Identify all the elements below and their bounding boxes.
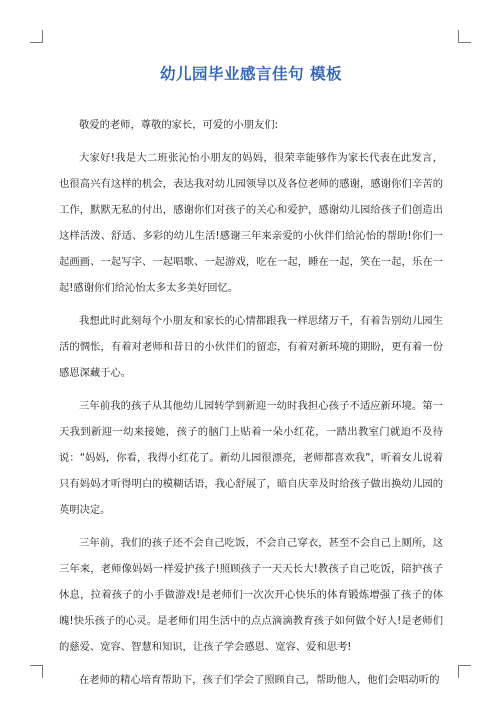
paragraph: 三年前我的孩子从其他幼儿园转学到新迎一幼时我担心孩子不适应新环境。第一天我到新迎一幼来接她，孩子的脑门上贴着一朵小红花，一踏出教室门就迫不及待说：“妈妈，你看，我得小红花了。新幼儿园很漂亮，老师都喜欢我”，听着女儿说着只有妈妈才听得明白的模糊话语，我心舒展了，暗自庆幸及时给孩子做出换幼儿园的英明决定。 xyxy=(59,400,443,516)
salutation: 敬爱的老师，尊敬的家长，可爱的小朋友们: xyxy=(79,119,279,131)
document-body xyxy=(59,62,443,693)
crop-mark-top-left xyxy=(30,30,43,43)
crop-mark-bottom-right xyxy=(458,665,471,678)
crop-mark-top-right xyxy=(458,30,471,43)
paragraph: 三年前，我们的孩子还不会自己吃饭，不会自己穿衣，甚至不会自己上厕所，这三年来，老师像妈妈一样爱护孩子!照顾孩子一天天长大!教孩子自己吃饭，陪护孩子休息，拉着孩子的小手做游戏!是老师们一次次开心快乐的体育锻炼增强了孩子的体魄!快乐孩子的心灵。是老师们用生活中的点点滴滴教育孩子如何做个好人!是老师们的慈爱、宽容、智慧和知识，让孩子学会感恩、宽容、爱和思考! xyxy=(59,537,443,653)
document-title: 幼儿园毕业感言佳句 模板 xyxy=(160,65,342,83)
paragraph: 大家好!我是大二班张沁怡小朋友的妈妈，很荣幸能够作为家长代表在此发言，也很高兴有这样的机会，表达我对幼儿园领导以及各位老师的感谢，感谢你们辛苦的工作，默默无私的付出，感谢你们对孩子的关心和爱护，感谢幼儿园给孩子们创造出这样活泼、舒适、多彩的幼儿生活!感谢三年来亲爱的小伙伴们给沁怡的帮助!你们一起画画、一起写字、一起唱歌、一起游戏，吃在一起，睡在一起，笑在一起，乐在一起!感谢你们给沁怡太多太多美好回忆。 xyxy=(59,152,443,294)
paragraph: 我想此时此刻每个小朋友和家长的心情都跟我一样思绪万千，有着告别幼儿园生活的惆怅，有着对老师和昔日的小伙伴们的留恋，有着对新环境的期盼，更有着一份感恩深藏于心。 xyxy=(59,315,443,379)
crop-mark-bottom-left xyxy=(30,665,43,678)
paragraph: 在老师的精心培育帮助下，孩子们学会了照顾自己，帮助他人，他们会唱动听的 xyxy=(79,674,440,686)
